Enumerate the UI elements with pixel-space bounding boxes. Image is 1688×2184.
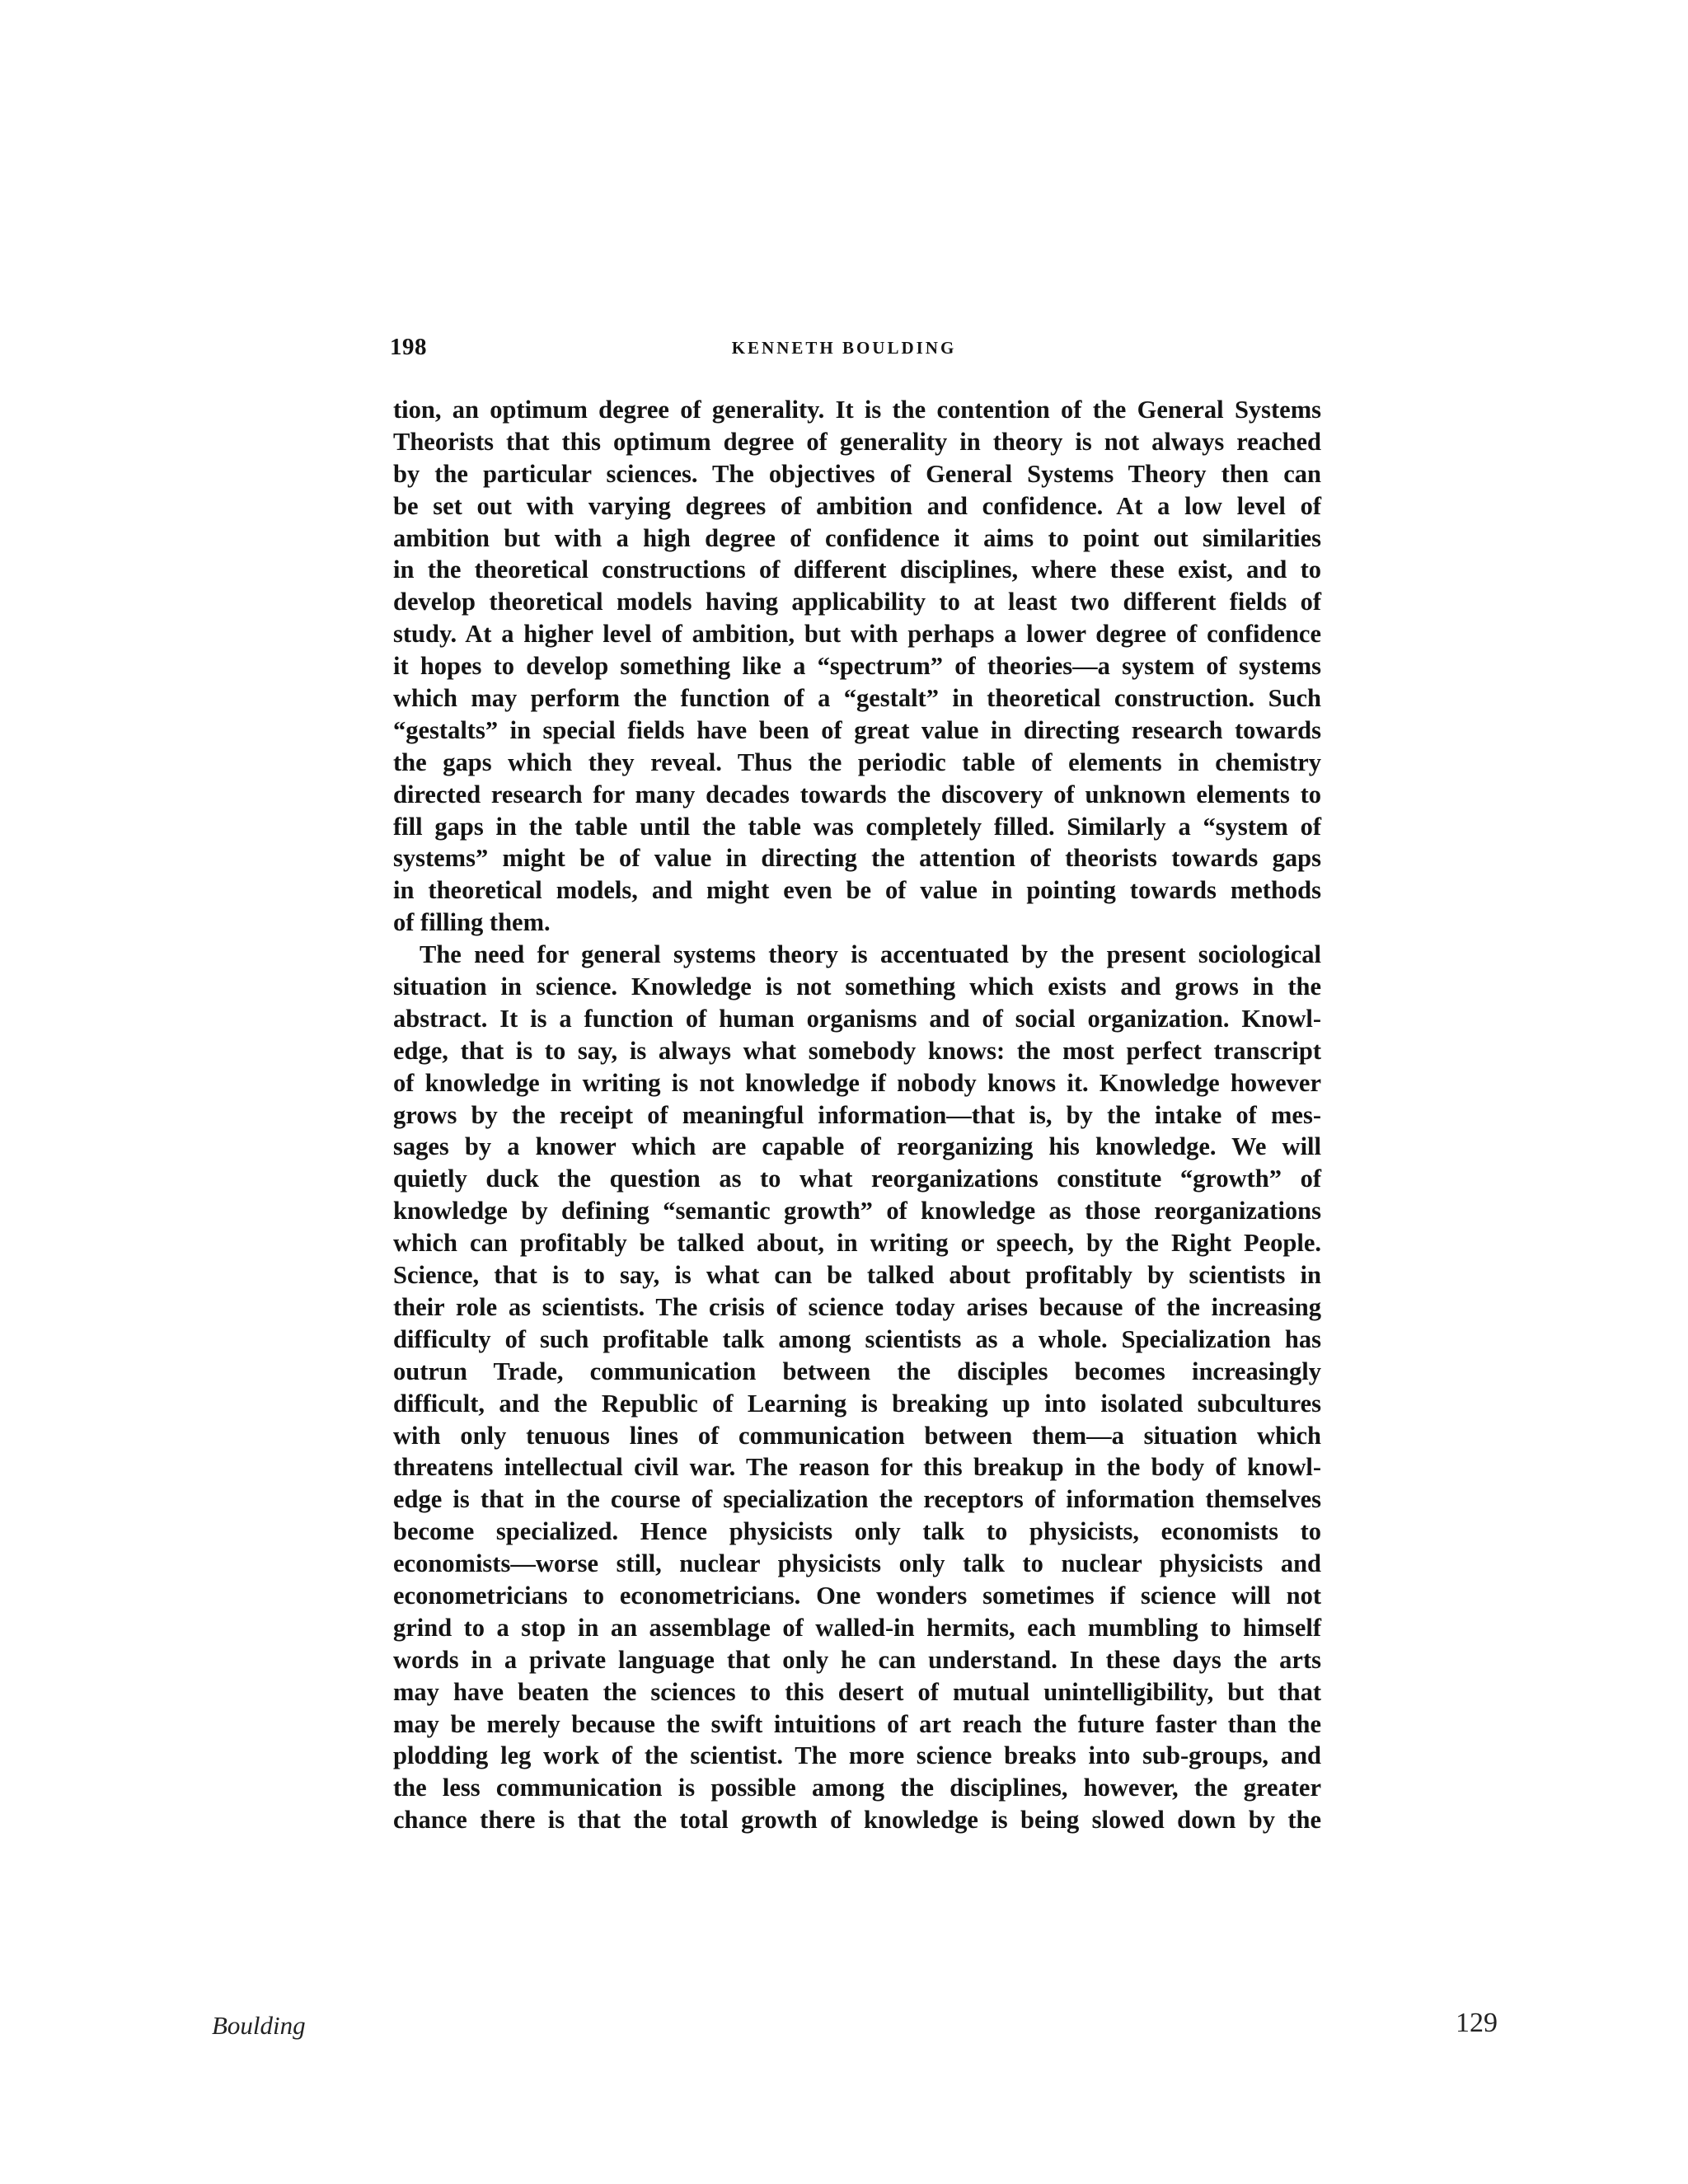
text-line: by the particular sciences. The objectives of General Systems Theory then can xyxy=(393,459,1321,488)
text-line: which can profitably be talked about, in writing or speech, by the Right People. xyxy=(393,1229,1321,1258)
text-line: situation in science. Knowledge is not something which exists and grows in the xyxy=(393,972,1321,1001)
page-number-top: 198 xyxy=(390,334,427,360)
text-line: chance there is that the total growth of knowledge is being slowed down by the xyxy=(393,1806,1321,1835)
text-line: abstract. It is a function of human organisms and of social organization. Knowl- xyxy=(393,1004,1321,1033)
text-line: words in a private language that only he can understand. In these days the arts xyxy=(393,1645,1321,1674)
text-line: knowledge by defining “semantic growth” of knowledge as those reorganizations xyxy=(393,1197,1321,1226)
paragraph-1 xyxy=(393,394,1321,939)
text-line: difficulty of such profitable talk among scientists as a whole. Specialization has xyxy=(393,1324,1321,1353)
text-line: “gestalts” in special fields have been of great value in directing research towards xyxy=(393,715,1321,744)
text-line: be set out with varying degrees of ambition and confidence. At a low level of xyxy=(393,491,1321,520)
text-line: with only tenuous lines of communication between them—a situation which xyxy=(393,1421,1321,1450)
footer-author: Boulding xyxy=(212,2011,306,2040)
text-line: directed research for many decades towards the discovery of unknown elements to xyxy=(393,780,1321,808)
text-line: Theorists that this optimum degree of generality in theory is not always reached xyxy=(393,427,1321,456)
text-line: of filling them. xyxy=(393,908,551,937)
text-line: fill gaps in the table until the table was completely filled. Similarly a “system of xyxy=(393,812,1321,841)
text-line: become specialized. Hence physicists only talk to physicists, economists to xyxy=(393,1517,1321,1546)
text-line: quietly duck the question as to what reorganizations constitute “growth” of xyxy=(393,1165,1321,1193)
text-line: in theoretical models, and might even be of value in pointing towards methods xyxy=(393,876,1321,905)
running-head: KENNETH BOULDING xyxy=(731,338,957,358)
text-line: their role as scientists. The crisis of science today arises because of the increasing xyxy=(393,1292,1321,1321)
text-line: of knowledge in writing is not knowledge if nobody knows it. Knowledge however xyxy=(393,1068,1321,1097)
text-line: difficult, and the Republic of Learning is breaking up into isolated subcultures xyxy=(393,1389,1321,1418)
text-line: econometricians to econometricians. One wonders sometimes if science will not xyxy=(393,1581,1321,1610)
text-line: grows by the receipt of meaningful information—that is, by the intake of mes- xyxy=(393,1100,1321,1129)
text-line: grind to a stop in an assemblage of walled-in hermits, each mumbling to himself xyxy=(393,1613,1321,1642)
text-line: Science, that is to say, is what can be talked about profitably by scientists in xyxy=(393,1261,1321,1290)
text-line: economists—worse still, nuclear physicists only talk to nuclear physicists and xyxy=(393,1549,1321,1578)
text-line: edge is that in the course of specialization the receptors of information themselves xyxy=(393,1485,1321,1514)
text-line: in the theoretical constructions of different disciplines, where these exist, and to xyxy=(393,555,1321,584)
text-line: sages by a knower which are capable of reorganizing his knowledge. We will xyxy=(393,1132,1321,1161)
text-line: may be merely because the swift intuitions of art reach the future faster than the xyxy=(393,1709,1321,1738)
text-line: edge, that is to say, is always what somebody knows: the most perfect transcript xyxy=(393,1036,1321,1065)
text-line: which may perform the function of a “gestalt” in theoretical construction. Such xyxy=(393,684,1321,713)
text-line: The need for general systems theory is accentuated by the present sociological xyxy=(420,940,1321,969)
paragraph-2 xyxy=(393,939,1321,1836)
text-line: may have beaten the sciences to this desert of mutual unintelligibility, but that xyxy=(393,1677,1321,1706)
body-text xyxy=(393,394,1321,1836)
text-line: study. At a higher level of ambition, but with perhaps a lower degree of confidence xyxy=(393,620,1321,649)
text-line: tion, an optimum degree of generality. It is the contention of the General Systems xyxy=(393,396,1321,424)
text-line: the less communication is possible among the disciplines, however, the greater xyxy=(393,1774,1321,1802)
text-line: the gaps which they reveal. Thus the periodic table of elements in chemistry xyxy=(393,748,1321,776)
text-line: threatens intellectual civil war. The reason for this breakup in the body of knowl- xyxy=(393,1453,1321,1482)
text-line: ambition but with a high degree of confidence it aims to point out similarities xyxy=(393,523,1321,552)
text-line: it hopes to develop something like a “spectrum” of theories—a system of systems xyxy=(393,652,1321,681)
text-line: systems” might be of value in directing the attention of theorists towards gaps xyxy=(393,844,1321,873)
text-line: outrun Trade, communication between the disciples becomes increasingly xyxy=(393,1357,1321,1385)
text-line: plodding leg work of the scientist. The more science breaks into sub-groups, and xyxy=(393,1741,1321,1770)
text-line: develop theoretical models having applicability to at least two different fields of xyxy=(393,588,1321,616)
footer-page-number: 129 xyxy=(1456,2008,1498,2038)
